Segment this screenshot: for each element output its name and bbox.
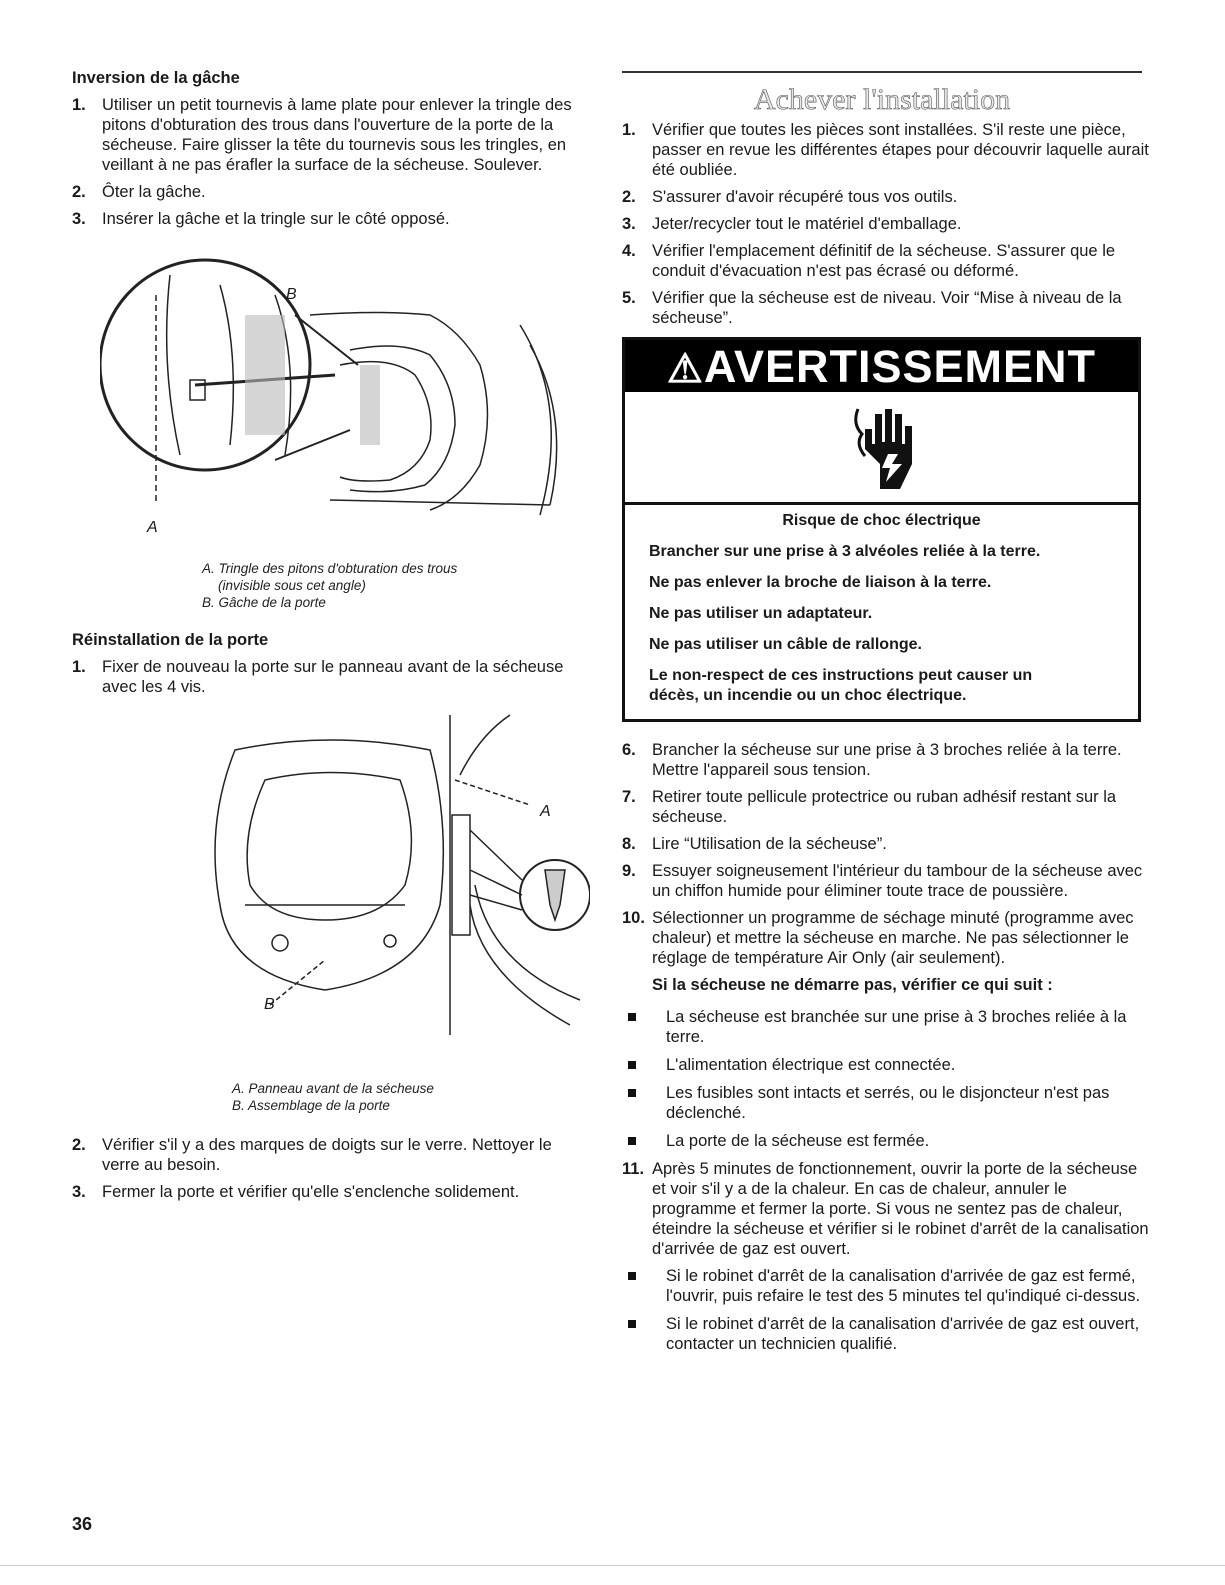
list-item: 3. Fermer la porte et vérifier qu'elle s'enclenche solidement. <box>72 1183 520 1201</box>
figure2-label-b: B <box>264 996 275 1013</box>
strike-reversal-illustration <box>100 255 600 545</box>
figure1-caption-b: B. Gâche de la porte <box>202 595 326 610</box>
list-item: 7. Retirer toute pellicule protectrice ou ruban adhésif restant sur la sécheuse. <box>622 788 1117 826</box>
section-title: Achever l'installation <box>753 83 1011 116</box>
list-item: 2. Vérifier s'il y a des marques de doigts sur le verre. Nettoyer le verre au besoin. <box>72 1136 552 1174</box>
list-item: 1. Utiliser un petit tournevis à lame plate pour enlever la tringle des pitons d'obturation des trous dans l'ouverture de la porte de la sécheuse. Faire glisser la tête du tournevis sous les tringles, en veillant à ne pas érafler la surface de la sécheuse. Soulever. <box>72 96 572 174</box>
gas-valve-list <box>622 1266 1152 1354</box>
warning-title: Risque de choc électrique <box>782 512 981 529</box>
figure2-label-a: A <box>540 803 551 820</box>
electric-shock-hand-icon <box>850 404 920 489</box>
warning-line: Brancher sur une prise à 3 alvéoles reliée à la terre. <box>649 543 1041 560</box>
troubleshoot-list <box>622 1007 1152 1151</box>
warning-header: ⚠AVERTISSEMENT <box>625 340 1138 392</box>
door-assembly-illustration <box>150 705 590 1045</box>
list-item: 10. Sélectionner un programme de séchage minuté (programme avec chaleur) et mettre la sécheuse en marche. Ne pas sélectionner le réglage de température Air Only (air seulement). <box>622 909 1134 967</box>
list-item: 3. Insérer la gâche et la tringle sur le côté opposé. <box>72 210 450 228</box>
list-item: 2. Ôter la gâche. <box>72 183 206 201</box>
warning-text <box>625 505 1138 706</box>
warning-box <box>622 337 1141 722</box>
reinstall-steps-b <box>72 1135 592 1209</box>
list-item: 3. Jeter/recycler tout le matériel d'emballage. <box>622 215 962 233</box>
page-number: 36 <box>72 1514 93 1534</box>
warning-line: Ne pas utiliser un câble de rallonge. <box>649 636 922 653</box>
warning-consequence: Le non-respect de ces instructions peut causer un décès, un incendie ou un choc électrique. <box>649 667 1033 704</box>
list-item: La sécheuse est branchée sur une prise à 3 broches reliée à la terre. <box>622 1007 1152 1047</box>
list-item: La porte de la sécheuse est fermée. <box>622 1131 1152 1151</box>
figure1-caption-a2: (invisible sous cet angle) <box>218 578 366 593</box>
gache-steps <box>72 95 592 229</box>
figure2-caption-b: B. Assemblage de la porte <box>232 1098 390 1113</box>
bottom-rule <box>0 1565 1225 1566</box>
list-item: Si le robinet d'arrêt de la canalisation d'arrivée de gaz est ouvert, contacter un technicien qualifié. <box>622 1314 1152 1354</box>
electric-shock-area <box>625 392 1138 505</box>
finish-steps <box>622 120 1152 335</box>
list-item: 1. Vérifier que toutes les pièces sont installées. S'il reste une pièce, passer en revue les différentes étapes pour découvrir laquelle aurait été oubliée. <box>622 121 1149 179</box>
list-item: L'alimentation électrique est connectée. <box>622 1055 1152 1075</box>
list-item: Les fusibles sont intacts et serrés, ou le disjoncteur n'est pas déclenché. <box>622 1083 1152 1123</box>
troubleshoot-heading: Si la sécheuse ne démarre pas, vérifier ce qui suit : <box>652 976 1053 994</box>
figure1-label-a: A <box>147 519 158 536</box>
figure1-label-b: B <box>286 286 297 303</box>
startup-steps <box>622 740 1152 968</box>
list-item: 4. Vérifier l'emplacement définitif de la sécheuse. S'assurer que le conduit d'évacuation n'est pas écrasé ou déformé. <box>622 242 1116 280</box>
list-item: 9. Essuyer soigneusement l'intérieur du tambour de la sécheuse avec un chiffon humide pour éliminer toute trace de poussière. <box>622 862 1143 900</box>
figure1-caption-a: A. Tringle des pitons d'obturation des trous <box>202 561 458 576</box>
list-item: 2. S'assurer d'avoir récupéré tous vos outils. <box>622 188 958 206</box>
list-item: 11. Après 5 minutes de fonctionnement, ouvrir la porte de la sécheuse et voir s'il y a de la chaleur. En cas de chaleur, annuler le programme et fermer la porte. Si vous ne sentez pas de chaleur, éteindre la sécheuse et vérifier si le robinet d'arrêt de la canalisation d'arrivée de gaz est ouvert. <box>622 1160 1149 1258</box>
list-item: 8. Lire “Utilisation de la sécheuse”. <box>622 835 887 853</box>
warning-triangle-icon: ⚠ <box>666 347 704 391</box>
heading-gache-reversal: Inversion de la gâche <box>72 69 240 87</box>
figure2-caption-a: A. Panneau avant de la sécheuse <box>232 1081 434 1096</box>
heading-door-reinstall: Réinstallation de la porte <box>72 631 269 649</box>
heat-check-step <box>622 1159 1152 1259</box>
right-lower <box>622 740 1152 1362</box>
list-item: Si le robinet d'arrêt de la canalisation d'arrivée de gaz est fermé, l'ouvrir, puis refaire le test des 5 minutes tel qu'indiqué ci-dessus. <box>622 1266 1152 1306</box>
warning-line: Ne pas utiliser un adaptateur. <box>649 605 873 622</box>
list-item: 1. Fixer de nouveau la porte sur le panneau avant de la sécheuse avec les 4 vis. <box>72 658 564 696</box>
warning-line: Ne pas enlever la broche de liaison à la terre. <box>649 574 992 591</box>
list-item: 6. Brancher la sécheuse sur une prise à 3 broches reliée à la terre. Mettre l'appareil sous tension. <box>622 741 1122 779</box>
section-rule <box>622 71 1142 73</box>
list-item: 5. Vérifier que la sécheuse est de niveau. Voir “Mise à niveau de la sécheuse”. <box>622 289 1122 327</box>
reinstall-steps-a <box>72 657 592 697</box>
